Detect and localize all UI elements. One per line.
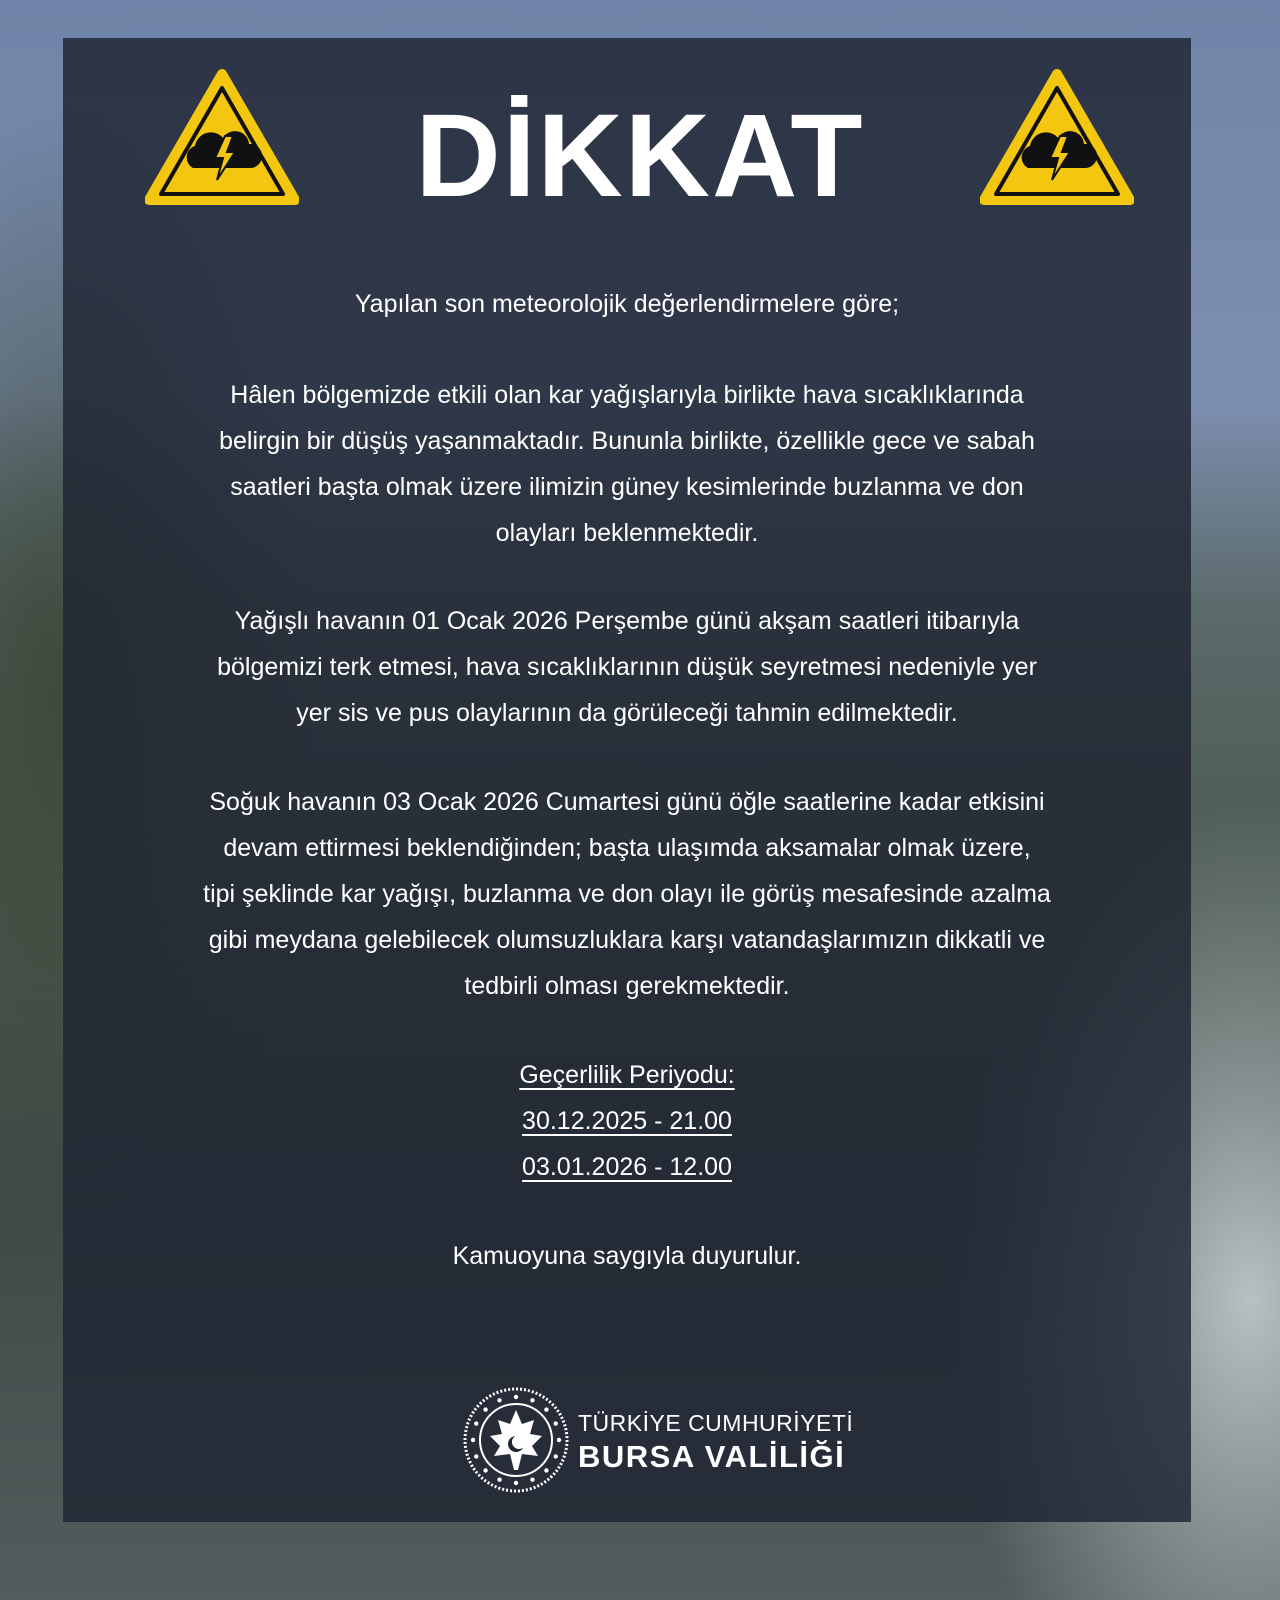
intro-text: Yapılan son meteorolojik değerlendirmelere göre; xyxy=(354,290,900,318)
text-line: devam ettirmesi beklendiğinden; başta ulaşımda aksamalar olmak üzere, xyxy=(223,834,1031,862)
validity-period xyxy=(63,1052,1191,1190)
emblem-star xyxy=(554,1421,558,1425)
paragraph-1 xyxy=(63,372,1191,556)
paragraph-3 xyxy=(63,779,1191,1009)
emblem-star xyxy=(474,1454,478,1458)
emblem-star xyxy=(544,1407,548,1411)
closing-text: Kamuoyuna saygıyla duyurulur. xyxy=(452,1242,802,1270)
emblem-star xyxy=(497,1478,501,1482)
text-line: olayları beklenmektedir. xyxy=(495,519,759,547)
text-line: tipi şeklinde kar yağışı, buzlanma ve don olayı ile görüş mesafesinde azalma xyxy=(203,880,1051,908)
emblem-star xyxy=(483,1468,487,1472)
emblem-star xyxy=(497,1398,501,1402)
emblem-star xyxy=(554,1454,558,1458)
text-line: yer sis ve pus olaylarının da görüleceği tahmin edilmektedir. xyxy=(296,699,958,727)
emblem-star xyxy=(514,1481,518,1485)
paragraph-2 xyxy=(63,598,1191,736)
text-line: saatleri başta olmak üzere ilimizin güney kesimlerinde buzlanma ve don xyxy=(230,473,1024,501)
page-title: DİKKAT xyxy=(415,90,865,222)
text-line: belirgin bir düşüş yaşanmaktadır. Bununla birlikte, özellikle gece ve sabah xyxy=(219,427,1035,455)
org-line-2: BURSA VALİLİĞİ xyxy=(578,1439,846,1474)
text-line: Soğuk havanın 03 Ocak 2026 Cumartesi günü öğle saatlerine kadar etkisini xyxy=(209,788,1045,816)
emblem-star xyxy=(483,1407,487,1411)
org-line-1: TÜRKİYE CUMHURİYETİ xyxy=(578,1410,854,1436)
emblem-star xyxy=(530,1478,534,1482)
text-line: bölgemizi terk etmesi, hava sıcaklıklarının düşük seyretmesi nedeniyle yer xyxy=(217,653,1037,681)
emblem-star xyxy=(514,1395,518,1399)
validity-label: Geçerlilik Periyodu: xyxy=(519,1061,735,1089)
organization-name xyxy=(578,1410,853,1475)
text-line: Yağışlı havanın 01 Ocak 2026 Perşembe günü akşam saatleri itibarıyla xyxy=(234,607,1020,635)
text-line: Hâlen bölgemizde etkili olan kar yağışlarıyla birlikte hava sıcaklıklarında xyxy=(230,381,1024,409)
emblem-star xyxy=(530,1398,534,1402)
text-line: gibi meydana gelebilecek olumsuzluklara karşı vatandaşlarımızın dikkatli ve xyxy=(208,926,1046,954)
emblem-star xyxy=(471,1438,475,1442)
validity-start: 30.12.2025 - 21.00 xyxy=(522,1107,732,1135)
validity-end: 03.01.2026 - 12.00 xyxy=(522,1153,732,1181)
emblem-star xyxy=(557,1438,561,1442)
text-line: tedbirli olması gerekmektedir. xyxy=(464,972,790,1000)
emblem-star xyxy=(474,1421,478,1425)
bursa-valiligi-emblem xyxy=(462,1386,570,1494)
emblem-star xyxy=(544,1468,548,1472)
